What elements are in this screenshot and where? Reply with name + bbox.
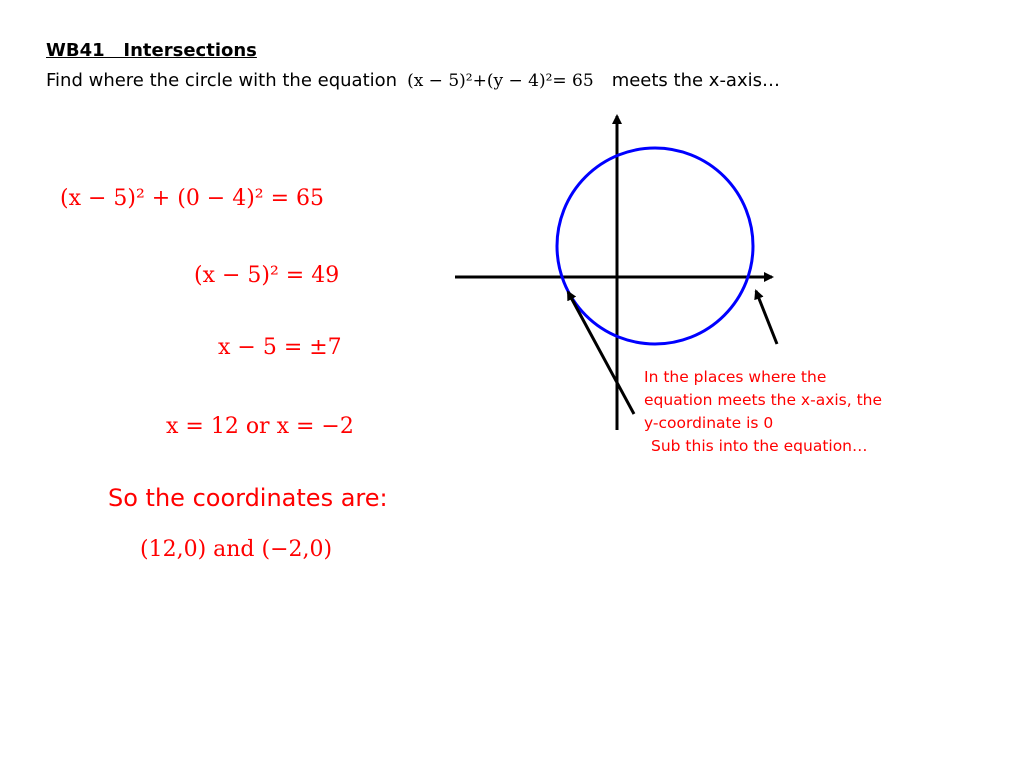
circle-curve: [557, 148, 753, 344]
note-line-4: Sub this into the equation…: [651, 437, 868, 455]
working-step-2: (x − 5)² = 49: [194, 263, 340, 288]
note-line-2: equation meets the x-axis, the: [644, 391, 883, 409]
working-step-4: x = 12 or x = −2: [166, 414, 354, 439]
answer-heading: So the coordinates are:: [108, 484, 388, 512]
worksheet-title: WB41 Intersections: [46, 40, 257, 61]
answer-coordinates: (12,0) and (−2,0): [140, 537, 333, 562]
note-line-3: y-coordinate is 0: [644, 414, 774, 432]
explanation-note: [644, 366, 944, 458]
circle-equation: (x − 5)²+(y − 4)²= 65: [407, 71, 594, 91]
note-line-1: In the places where the: [644, 368, 827, 386]
working-step-1: (x − 5)² + (0 − 4)² = 65: [60, 186, 325, 211]
pointer-arrow-right: [756, 291, 777, 344]
prompt-prefix: Find where the circle with the equation: [46, 70, 398, 91]
prompt-suffix: meets the x-axis…: [611, 70, 780, 91]
pointer-arrow-left: [568, 292, 634, 414]
working-step-3: x − 5 = ±7: [218, 335, 342, 360]
